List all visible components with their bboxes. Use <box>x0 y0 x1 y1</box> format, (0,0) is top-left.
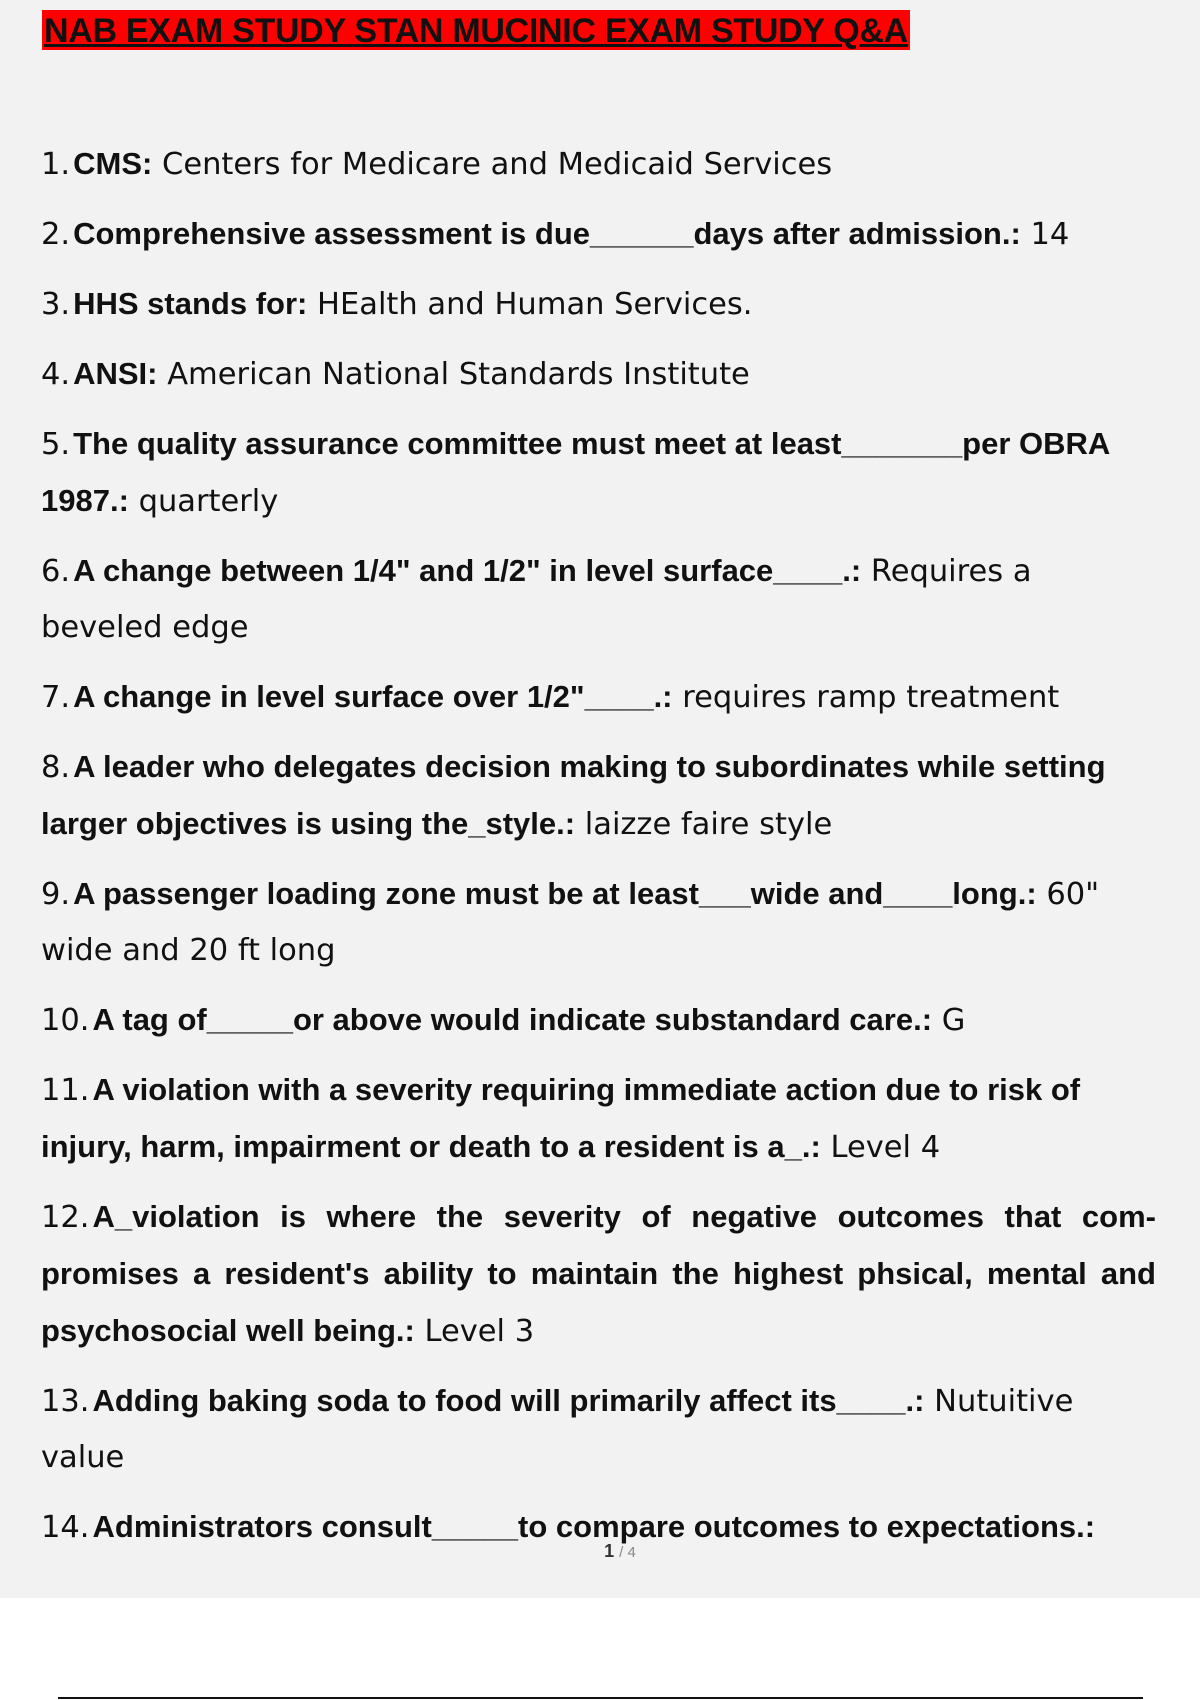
answer-text: G <box>932 1003 966 1038</box>
question-text: A leader who delegates decision making to subordinates while setting larger objectives is using the_style.: <box>41 749 1106 841</box>
answer-text: Centers for Medicare and Medicaid Services <box>152 147 833 182</box>
answer-text: HEalth and Human Services. <box>307 287 753 322</box>
item-number: 4. <box>41 357 71 392</box>
page-divider <box>58 1697 1143 1699</box>
page-total: / 4 <box>619 1544 636 1561</box>
qa-item <box>41 416 1156 530</box>
qa-item <box>41 206 1156 263</box>
item-number: 13. <box>41 1384 90 1419</box>
qa-item <box>41 1062 1156 1176</box>
item-number: 10. <box>41 1003 90 1038</box>
answer-text: requires ramp treatment <box>672 680 1060 715</box>
page-current: 1 <box>604 1541 615 1561</box>
item-number: 1. <box>41 147 71 182</box>
question-text: ANSI: <box>73 356 158 391</box>
question-text: HHS stands for: <box>73 286 308 321</box>
item-number: 6. <box>41 554 71 589</box>
answer-text: American National Standards Institute <box>157 357 750 392</box>
item-number: 3. <box>41 287 71 322</box>
qa-item <box>41 1373 1156 1486</box>
item-number: 9. <box>41 877 71 912</box>
question-text: Comprehensive assessment is due______days after admission.: <box>73 216 1021 251</box>
answer-text: Requires a beveled edge <box>41 554 1032 645</box>
item-number: 2. <box>41 217 71 252</box>
question-text: A change between 1/4" and 1/2" in level surface____.: <box>73 553 862 588</box>
qa-item <box>41 739 1156 853</box>
item-number: 11. <box>41 1073 90 1108</box>
item-number: 8. <box>41 750 71 785</box>
question-text: Adding baking soda to food will primarily affect its____.: <box>92 1383 925 1418</box>
question-text: A_violation is where the severity of negative outcomes that com- promises a resident's ability to maintain the highest phsical, mental and psychosocial well being.: <box>41 1199 1156 1348</box>
item-number: 5. <box>41 427 71 462</box>
question-text: Administrators consult_____to compare outcomes to expectations.: <box>92 1509 1096 1544</box>
item-number: 12. <box>41 1200 90 1235</box>
qa-item <box>41 669 1156 726</box>
answer-text: laizze faire style <box>575 807 833 842</box>
answer-text: Nutuitive value <box>41 1384 1074 1475</box>
qa-item <box>41 992 1156 1049</box>
answer-text: 60" wide and 20 ft long <box>41 877 1100 968</box>
document-title: NAB EXAM STUDY STAN MUCINIC EXAM STUDY Q&A <box>44 12 908 50</box>
qa-item <box>41 346 1156 403</box>
item-number: 7. <box>41 680 71 715</box>
question-text: A tag of_____or above would indicate substandard care.: <box>92 1002 933 1037</box>
qa-item <box>41 276 1156 333</box>
page-indicator <box>0 1541 1200 1562</box>
item-number: 14. <box>41 1510 90 1545</box>
answer-text: quarterly <box>128 484 279 519</box>
question-text: A passenger loading zone must be at least___wide and____long.: <box>73 876 1037 911</box>
answer-text: Level 4 <box>820 1130 941 1165</box>
question-text: A change in level surface over 1/2"____.: <box>73 679 673 714</box>
qa-item <box>41 866 1156 979</box>
qa-list <box>41 136 1156 1569</box>
qa-item <box>41 136 1156 193</box>
question-text: CMS: <box>73 146 153 181</box>
answer-text: Level 3 <box>414 1314 535 1349</box>
qa-item <box>41 1189 1156 1360</box>
answer-text: 14 <box>1020 217 1070 252</box>
question-text: A violation with a severity requiring immediate action due to risk of injury, harm, impairment or death to a resident is a_.: <box>41 1072 1081 1164</box>
qa-item <box>41 543 1156 656</box>
question-text: The quality assurance committee must meet at least_______per OBRA 1987.: <box>41 426 1110 518</box>
